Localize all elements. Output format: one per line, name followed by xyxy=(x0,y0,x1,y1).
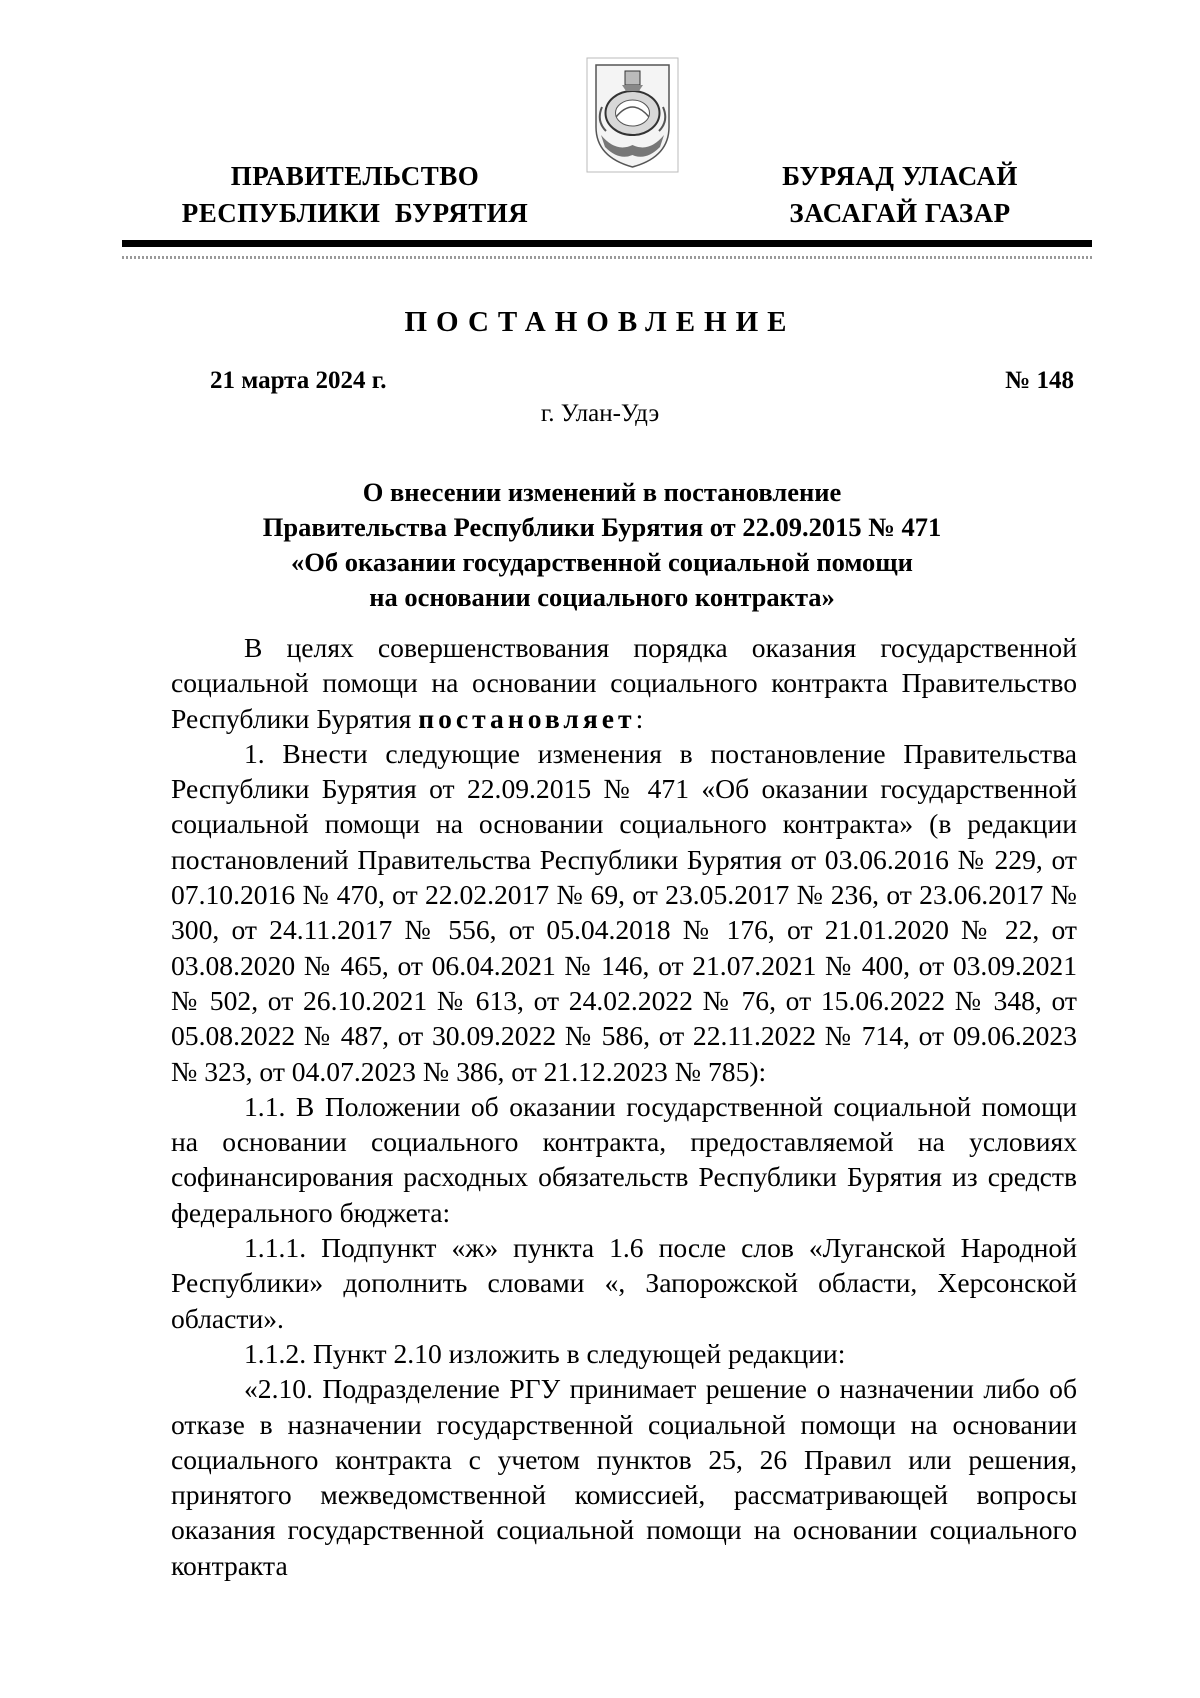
body-paragraph: «2.10. Подразделение РГУ принимает решение о назначении либо об отказе в назначении государственной социальной помощи на основании социального контракта с учетом пунктов 25, 26 Правил или решения, принятого межведомственной комиссией, рассматривающей вопросы оказания государственной социальной помощи на основании социального контракта xyxy=(171,1373,1077,1581)
org-ru-line2: РЕСПУБЛИКИ БУРЯТИЯ xyxy=(181,198,529,228)
header-divider-thick xyxy=(122,240,1092,247)
intro-paragraph xyxy=(171,630,1077,736)
document-date: 21 марта 2024 г. xyxy=(210,367,387,394)
org-bua-line1: БУРЯАД УЛАСАЙ xyxy=(782,161,1018,191)
body-paragraph: 1. Внести следующие изменения в постановление Правительства Республики Бурятия от 22.09.2015 № 471 «Об оказании государственной социальной помощи на основании социального контракта» (в редакции постановлений Правительства Республики Бурятия от 03.06.2016 № 229, от 07.10.2016 № 470, от 22.02.2017 № 69, от 23.05.2017 № 236, от 23.06.2017 № 300, от 24.11.2017 № 556, от 05.04.2018 № 176, от 21.01.2020 № 22, от 03.08.2020 № 465, от 06.04.2021 № 146, от 21.07.2021 № 400, от 03.09.2021 № 502, от 26.10.2021 № 613, от 24.02.2022 № 76, от 15.06.2022 № 348, от 05.08.2022 № 487, от 30.09.2022 № 586, от 22.11.2022 № 714, от 09.06.2023 № 323, от 04.07.2023 № 386, от 21.12.2023 № 785): xyxy=(171,737,1077,1087)
document-city: г. Улан-Удэ xyxy=(540,400,660,427)
title-line: «Об оказании государственной социальной помощи xyxy=(291,547,913,577)
document-type-title: ПОСТАНОВЛЕНИЕ xyxy=(404,306,796,338)
title-line: О внесении изменений в постановление xyxy=(362,477,842,507)
intro-end: : xyxy=(635,702,644,734)
body-paragraph: 1.1.2. Пункт 2.10 изложить в следующей редакции: xyxy=(244,1337,846,1369)
org-ru-line1: ПРАВИТЕЛЬСТВО xyxy=(230,161,480,191)
header-divider-thin xyxy=(122,256,1092,259)
org-bua-line2: ЗАСАГАЙ ГАЗАР xyxy=(789,198,1011,228)
intro-text: В целях совершенствования порядка оказания государственной социальной помощи на основании социального контракта Правительство Республики Бурятия xyxy=(171,632,1077,734)
title-line: на основании социального контракта» xyxy=(369,582,835,612)
document-number: № 148 xyxy=(1005,367,1074,394)
intro-keyword: постановляет xyxy=(418,702,636,734)
org-name-buryat xyxy=(740,158,1060,232)
document-title xyxy=(172,475,1032,615)
body-paragraph: 1.1.1. Подпункт «ж» пункта 1.6 после слов «Луганской Народной Республики» дополнить словами «, Запорожской области, Херсонской области». xyxy=(171,1232,1077,1334)
org-name-russian xyxy=(170,158,540,232)
coat-of-arms-icon xyxy=(586,57,679,173)
document-body xyxy=(171,630,1077,1583)
body-paragraph: 1.1. В Положении об оказании государственной социальной помощи на основании социального контракта, предоставляемой на условиях софинансирования расходных обязательств Республики Бурятия из средств федерального бюджета: xyxy=(171,1090,1077,1228)
title-line: Правительства Республики Бурятия от 22.09.2015 № 471 xyxy=(262,512,942,542)
